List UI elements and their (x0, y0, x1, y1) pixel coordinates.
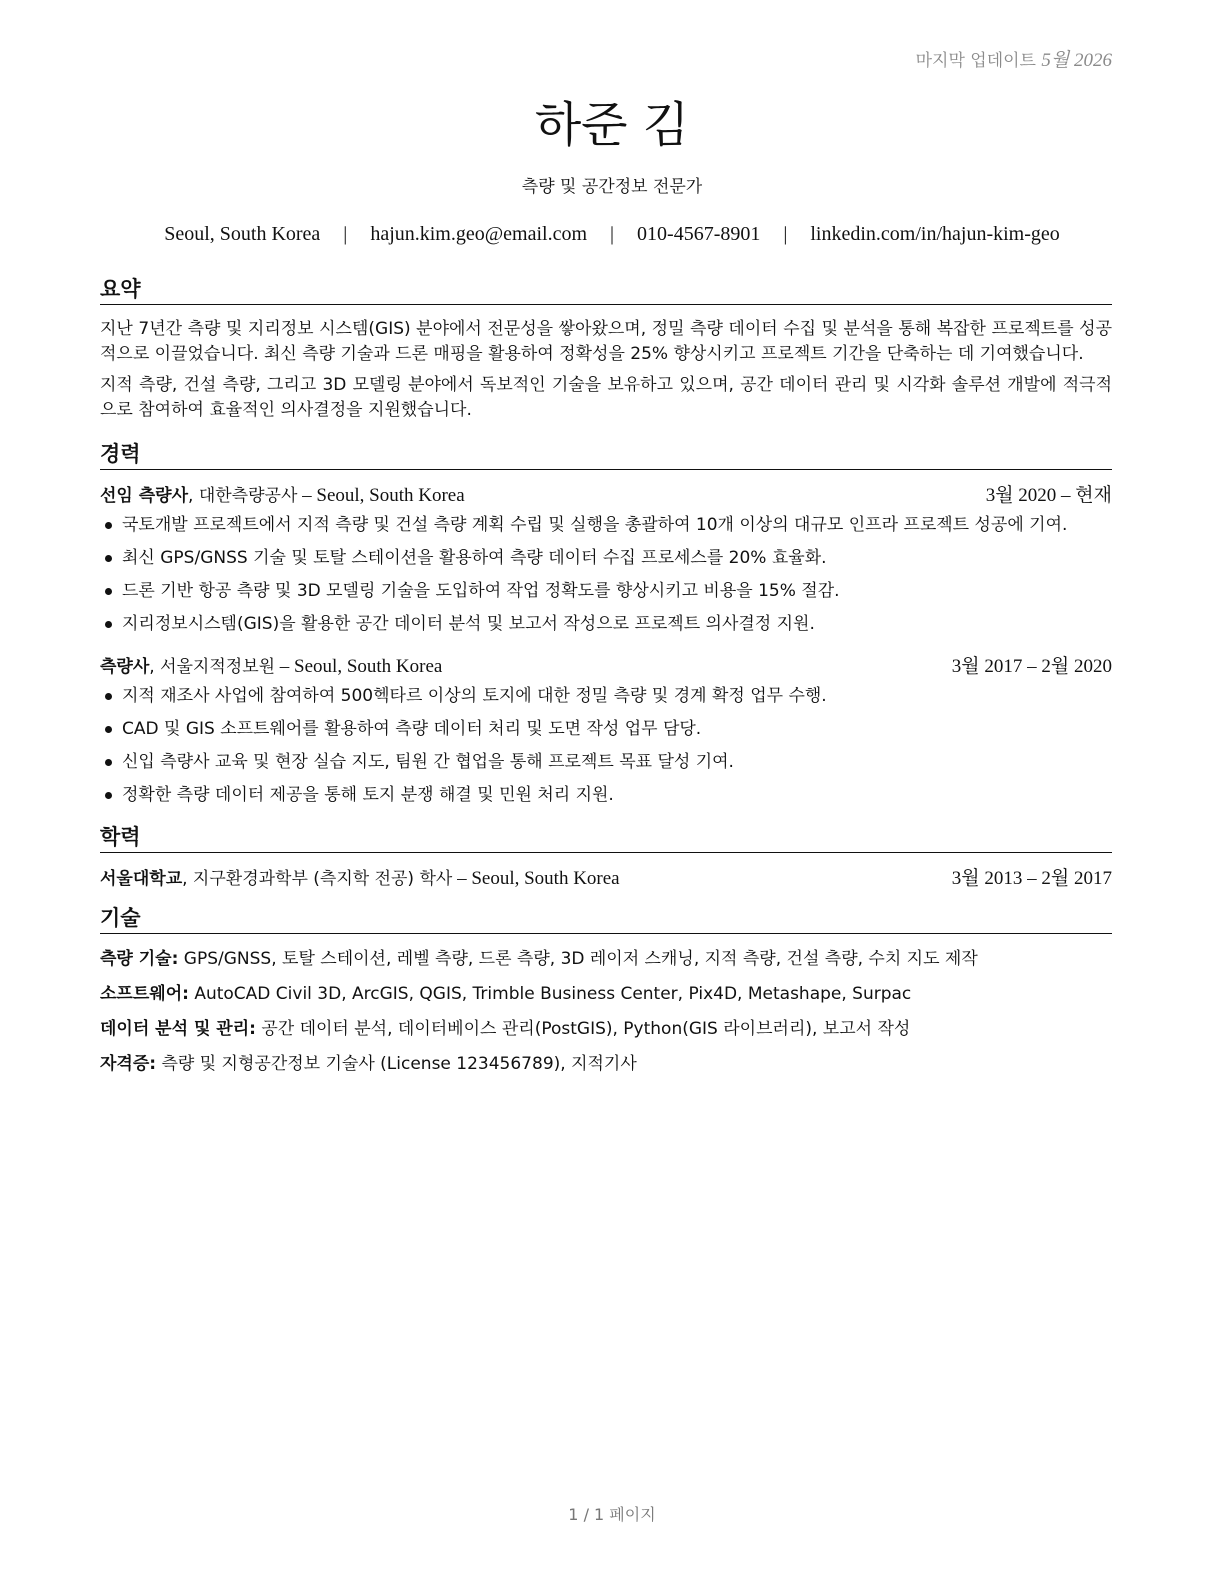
summary-section (100, 317, 1112, 423)
job-bullet: CAD 및 GIS 소프트웨어를 활용하여 측량 데이터 처리 및 도면 작성 업무 담당. (100, 716, 1112, 742)
contact-separator: | (610, 223, 615, 245)
resume-body (100, 276, 1112, 1086)
job-dates: 3월 2017 – 2월 2020 (951, 656, 1112, 677)
job-bullet: 지리정보시스템(GIS)을 활용한 공간 데이터 분석 및 보고서 작성으로 프로젝트 의사결정 지원. (100, 611, 1112, 637)
skill-value: AutoCAD Civil 3D, ArcGIS, QGIS, Trimble Business Center, Pix4D, Metashape, Surpac (188, 984, 912, 1004)
job-bullet: 정확한 측량 데이터 제공을 통해 토지 분쟁 해결 및 민원 처리 지원. (100, 782, 1112, 808)
skill-row (100, 946, 1112, 972)
contact-line (0, 223, 1224, 246)
last-updated-date: 5월 2026 (1041, 50, 1112, 71)
job-position (100, 482, 465, 510)
job-header (100, 653, 1112, 681)
candidate-headline: 측량 및 공간정보 전문가 (521, 177, 703, 197)
contact-phone: 010-4567-8901 (637, 223, 761, 245)
education-location: – Seoul, South Korea (452, 868, 620, 889)
education-entry (100, 865, 1112, 893)
skill-value: 측량 및 지형공간정보 기술사 (License 123456789), 지적기사 (156, 1054, 637, 1074)
job-bullet: 최신 GPS/GNSS 기술 및 토탈 스테이션을 활용하여 측량 데이터 수집 프로세스를 20% 효율화. (100, 545, 1112, 571)
job-position (100, 653, 442, 681)
job-bullets (100, 683, 1112, 808)
job-header (100, 482, 1112, 510)
job-location: – Seoul, South Korea (297, 485, 465, 506)
job-entry (100, 482, 1112, 637)
job-location: – Seoul, South Korea (275, 656, 443, 677)
skill-value: 공간 데이터 분석, 데이터베이스 관리(PostGIS), Python(GIS 라이브러리), 보고서 작성 (255, 1019, 911, 1039)
summary-paragraph: 지난 7년간 측량 및 지리정보 시스템(GIS) 분야에서 전문성을 쌓아왔으며, 정밀 측량 데이터 수집 및 분석을 통해 복잡한 프로젝트를 성공적으로 이끌었습니다. 최신 측량 기술과 드론 매핑을 활용하여 정확성을 25% 향상시키고 프로젝트 기간을 단축하는 데 기여했습니다. (100, 319, 1112, 364)
job-bullet: 지적 재조사 사업에 참여하여 500헥타르 이상의 토지에 대한 정밀 측량 및 경계 확정 업무 수행. (100, 683, 1112, 709)
job-bullet: 신입 측량사 교육 및 현장 실습 지도, 팀원 간 협업을 통해 프로젝트 목표 달성 기여. (100, 749, 1112, 775)
contact-email[interactable]: hajun.kim.geo@email.com (370, 223, 588, 245)
skill-row (100, 1051, 1112, 1077)
skills-heading: 기술 (100, 905, 1112, 934)
job-title: 선임 측량사 (100, 486, 189, 506)
job-bullets (100, 512, 1112, 637)
education-dates: 3월 2013 – 2월 2017 (951, 868, 1112, 889)
job-organization: , 대한측량공사 (188, 486, 298, 506)
summary-paragraph: 지적 측량, 건설 측량, 그리고 3D 모델링 분야에서 독보적인 기술을 보유하고 있으며, 공간 데이터 관리 및 시각화 솔루션 개발에 적극적으로 참여하여 효율적인 의사결정을 지원했습니다. (100, 375, 1112, 420)
education-detail: , 지구환경과학부 (측지학 전공) 학사 (182, 869, 453, 889)
contact-separator: | (343, 223, 348, 245)
education-degree (100, 865, 620, 893)
last-updated (916, 45, 1112, 72)
skill-label: 측량 기술: (100, 949, 179, 969)
last-updated-label: 마지막 업데이트 (915, 51, 1042, 71)
job-bullet: 국토개발 프로젝트에서 지적 측량 및 건설 측량 계획 수립 및 실행을 총괄하여 10개 이상의 대규모 인프라 프로젝트 성공에 기여. (100, 512, 1112, 538)
summary-heading: 요약 (100, 276, 1112, 305)
education-heading: 학력 (100, 824, 1112, 853)
skill-value: GPS/GNSS, 토탈 스테이션, 레벨 측량, 드론 측량, 3D 레이저 스캐닝, 지적 측량, 건설 측량, 수치 지도 제작 (178, 949, 978, 969)
skill-label: 자격증: (100, 1054, 157, 1074)
candidate-name: 하준 김 (534, 97, 690, 153)
contact-linkedin[interactable]: linkedin.com/in/hajun-kim-geo (810, 223, 1060, 245)
skill-label: 데이터 분석 및 관리: (100, 1019, 256, 1039)
skill-label: 소프트웨어: (100, 984, 189, 1004)
education-school: 서울대학교 (100, 869, 183, 889)
skill-row (100, 1016, 1112, 1042)
experience-heading: 경력 (100, 441, 1112, 470)
skill-row (100, 981, 1112, 1007)
page-indicator: 1 / 1 페이지 (568, 1505, 656, 1524)
job-bullet: 드론 기반 항공 측량 및 3D 모델링 기술을 도입하여 작업 정확도를 향상시키고 비용을 15% 절감. (100, 578, 1112, 604)
contact-separator: | (783, 223, 788, 245)
job-title: 측량사 (100, 657, 150, 677)
job-entry (100, 653, 1112, 808)
job-dates: 3월 2020 – 현재 (985, 485, 1112, 506)
contact-location: Seoul, South Korea (164, 223, 321, 245)
job-organization: , 서울지적정보원 (149, 657, 276, 677)
